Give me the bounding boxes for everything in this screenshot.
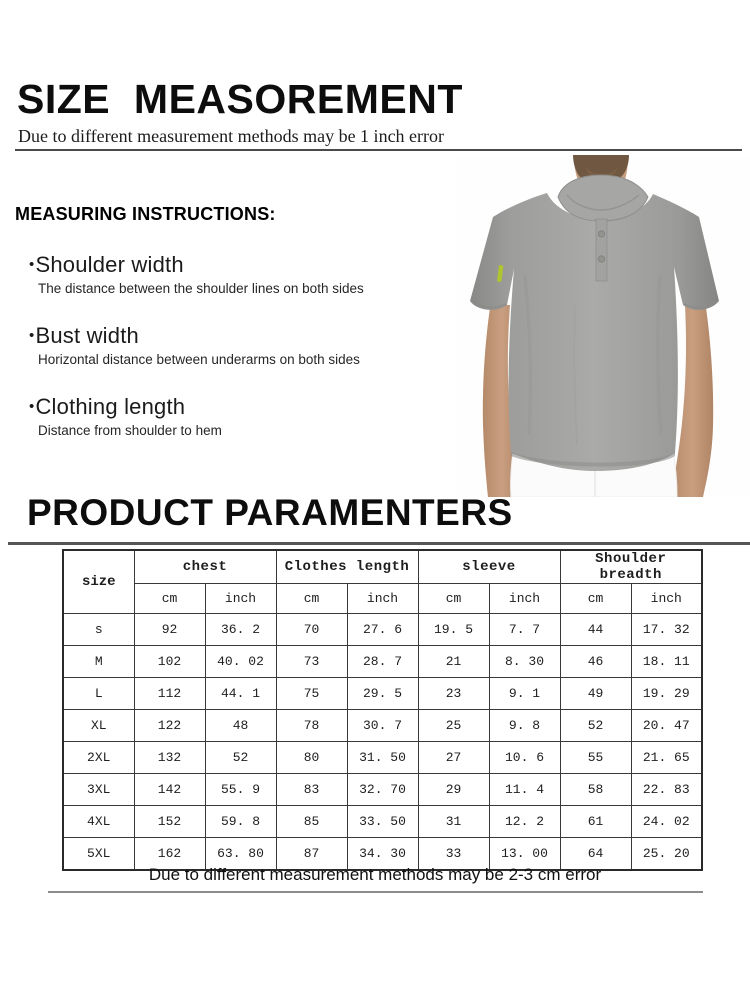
value-cell: 52: [205, 742, 276, 774]
table-row: [63, 774, 702, 806]
value-cell: 78: [276, 710, 347, 742]
value-cell: 33: [418, 838, 489, 870]
value-cell: 17. 32: [631, 614, 702, 646]
value-cell: 29. 5: [347, 678, 418, 710]
table-unit-header-row: [63, 584, 702, 614]
size-table-body: [63, 614, 702, 870]
unit-header: cm: [560, 584, 631, 614]
unit-header: cm: [134, 584, 205, 614]
table-row: [63, 646, 702, 678]
value-cell: 44: [560, 614, 631, 646]
table-group-header-row: [63, 550, 702, 584]
value-cell: 33. 50: [347, 806, 418, 838]
value-cell: 27. 6: [347, 614, 418, 646]
size-cell: 3XL: [63, 774, 134, 806]
unit-header: cm: [418, 584, 489, 614]
table-footnote: Due to different measurement methods may be 2-3 cm error: [148, 865, 602, 884]
instruction-term: Bust width: [35, 323, 139, 348]
unit-header: inch: [489, 584, 560, 614]
value-cell: 7. 7: [489, 614, 560, 646]
measuring-instructions-list: [29, 252, 429, 465]
value-cell: 59. 8: [205, 806, 276, 838]
bullet-icon: •: [29, 327, 35, 344]
value-cell: 18. 11: [631, 646, 702, 678]
instruction-desc: Horizontal distance between underarms on both sides: [38, 352, 360, 367]
bullet-icon: •: [29, 256, 35, 273]
instruction-term: Clothing length: [35, 394, 186, 419]
value-cell: 19. 5: [418, 614, 489, 646]
group-header: chest: [134, 550, 276, 584]
value-cell: 40. 02: [205, 646, 276, 678]
value-cell: 52: [560, 710, 631, 742]
group-header: Clothes length: [276, 550, 418, 584]
unit-header: inch: [347, 584, 418, 614]
instruction-term-line: [29, 252, 429, 278]
instruction-item: [29, 323, 429, 367]
value-cell: 25. 20: [631, 838, 702, 870]
value-cell: 122: [134, 710, 205, 742]
instruction-desc: The distance between the shoulder lines on both sides: [38, 281, 364, 296]
value-cell: 27: [418, 742, 489, 774]
value-cell: 142: [134, 774, 205, 806]
page-title: SIZE MEASOREMENT: [17, 76, 463, 122]
page-subtitle: Due to different measurement methods may be 1 inch error: [18, 126, 445, 146]
group-header: sleeve: [418, 550, 560, 584]
value-cell: 28. 7: [347, 646, 418, 678]
value-cell: 23: [418, 678, 489, 710]
unit-header: cm: [276, 584, 347, 614]
value-cell: 46: [560, 646, 631, 678]
value-cell: 24. 02: [631, 806, 702, 838]
value-cell: 85: [276, 806, 347, 838]
divider: [8, 542, 750, 545]
value-cell: 75: [276, 678, 347, 710]
value-cell: 48: [205, 710, 276, 742]
value-cell: 13. 00: [489, 838, 560, 870]
value-cell: 9. 8: [489, 710, 560, 742]
value-cell: 21: [418, 646, 489, 678]
measuring-instructions-heading: MEASURING INSTRUCTIONS:: [15, 204, 276, 224]
value-cell: 9. 1: [489, 678, 560, 710]
value-cell: 25: [418, 710, 489, 742]
value-cell: 58: [560, 774, 631, 806]
value-cell: 83: [276, 774, 347, 806]
size-cell: M: [63, 646, 134, 678]
unit-header: inch: [631, 584, 702, 614]
value-cell: 8. 30: [489, 646, 560, 678]
value-cell: 31: [418, 806, 489, 838]
value-cell: 30. 7: [347, 710, 418, 742]
instruction-item: [29, 394, 429, 438]
polo-button: [598, 256, 604, 262]
table-row: [63, 806, 702, 838]
instruction-desc: Distance from shoulder to hem: [38, 423, 222, 438]
table-row: [63, 614, 702, 646]
value-cell: 36. 2: [205, 614, 276, 646]
value-cell: 132: [134, 742, 205, 774]
value-cell: 92: [134, 614, 205, 646]
value-cell: 64: [560, 838, 631, 870]
size-cell: XL: [63, 710, 134, 742]
divider: [48, 891, 703, 893]
size-cell: L: [63, 678, 134, 710]
value-cell: 152: [134, 806, 205, 838]
value-cell: 102: [134, 646, 205, 678]
size-cell: 4XL: [63, 806, 134, 838]
value-cell: 73: [276, 646, 347, 678]
value-cell: 61: [560, 806, 631, 838]
value-cell: 32. 70: [347, 774, 418, 806]
table-row: [63, 742, 702, 774]
value-cell: 49: [560, 678, 631, 710]
value-cell: 112: [134, 678, 205, 710]
size-column-header: size: [63, 550, 134, 614]
bullet-icon: •: [29, 398, 35, 415]
instruction-term: Shoulder width: [35, 252, 184, 277]
instruction-term-line: [29, 394, 429, 420]
value-cell: 55. 9: [205, 774, 276, 806]
value-cell: 87: [276, 838, 347, 870]
product-parameters-title: PRODUCT PARAMENTERS: [27, 492, 513, 533]
unit-header: inch: [205, 584, 276, 614]
size-cell: s: [63, 614, 134, 646]
value-cell: 55: [560, 742, 631, 774]
value-cell: 10. 6: [489, 742, 560, 774]
table-row: [63, 710, 702, 742]
value-cell: 63. 80: [205, 838, 276, 870]
value-cell: 21. 65: [631, 742, 702, 774]
value-cell: 162: [134, 838, 205, 870]
value-cell: 22. 83: [631, 774, 702, 806]
value-cell: 29: [418, 774, 489, 806]
value-cell: 70: [276, 614, 347, 646]
size-cell: 5XL: [63, 838, 134, 870]
placket: [596, 219, 607, 281]
value-cell: 80: [276, 742, 347, 774]
model-photo: [455, 155, 750, 497]
value-cell: 20. 47: [631, 710, 702, 742]
table-row: [63, 678, 702, 710]
value-cell: 31. 50: [347, 742, 418, 774]
size-table: [62, 549, 703, 871]
size-table-head: [63, 550, 702, 614]
size-cell: 2XL: [63, 742, 134, 774]
group-header: Shoulder breadth: [560, 550, 702, 584]
value-cell: 19. 29: [631, 678, 702, 710]
instruction-term-line: [29, 323, 429, 349]
value-cell: 34. 30: [347, 838, 418, 870]
instruction-item: [29, 252, 429, 296]
value-cell: 12. 2: [489, 806, 560, 838]
value-cell: 44. 1: [205, 678, 276, 710]
divider: [15, 149, 742, 151]
value-cell: 11. 4: [489, 774, 560, 806]
polo-button: [598, 231, 604, 237]
